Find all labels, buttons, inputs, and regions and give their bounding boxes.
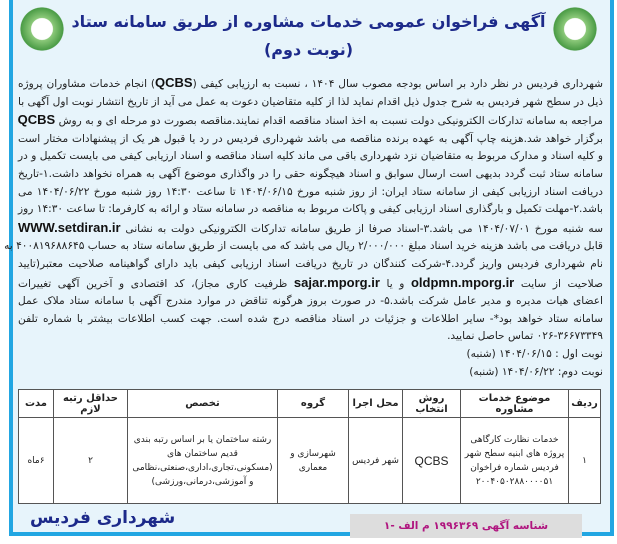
body-line: نام شهرداری فردیس واریز گردد.۴-شرکت کنندگان در تاریخ دریافت اسناد ارزیابی کیفی باید دارای گواهینامه صلاحیت معتبر(تایید <box>18 257 603 270</box>
text: سه شنبه مورخ ۱۴۰۴/۰۷/۰۱ می باشد.۳-اسناد صرفا از طریق سامانه تدارکات الکترونیکی دولت به نشانی <box>120 222 603 235</box>
body-line: ذیل در سطح شهر فردیس به شرح جدول ذیل اقدام نماید لذا از کلیه متقاضیان دعوت به عمل می آید از تاریخ انتشار نوبت اول آگهی با <box>18 95 603 108</box>
ad-title: آگهی فراخوان عمومی خدمات مشاوره از طریق سامانه ستاد <box>71 12 546 31</box>
cell-method: QCBS <box>403 418 461 504</box>
organization-name: شهرداری فردیس <box>30 508 176 528</box>
body-line <box>18 74 603 94</box>
body-line: سامانه ستاد خواهد بود*- سایر اطلاعات و جزئیات در اسناد مناقصه درج شده است. جهت کسب اطلاعات بیشتر با شماره تلفن <box>18 312 603 325</box>
cell-duration: ۶ماه <box>19 418 54 504</box>
body-line: و کلیه اسناد و مدارک مربوط به متقاضیان نزد شهرداری باقی می ماند کلیه اسناد مناقصه و اسناد ارزیابی کیفی می بایست تکمیل و در <box>18 150 603 163</box>
col-header: ردیف <box>569 390 601 418</box>
second-publication-date: نوبت دوم: ۱۴۰۴/۰۶/۲۲ (شنبه) <box>469 365 603 378</box>
body-line: برگزار خواهد شد.هزینه چاپ آگهی به عهده برنده مناقصه می باشد شهرداری فردیس در رد یا قبول هر یک از پیشنهادات مختار است <box>18 132 603 145</box>
body-line: ۰۲۶-۳۶۶۷۳۳۴۹ تماس حاصل نمایید. <box>447 330 603 343</box>
ad-subtitle: (نوبت دوم) <box>263 40 354 59</box>
ad-id: شناسه آگهی ۱۹۹۶۳۶۹ م الف -۱ <box>350 514 582 538</box>
col-header: مدت <box>19 390 54 418</box>
body-line: دریافت اسناد ارزیابی کیفی از سامانه ستاد ایران: از روز شنبه مورخ ۱۴۰۴/۰۶/۱۵ تا ساعت ۱۴:۳۰ روز شنبه مورخ ۱۴۰۴/۰۶/۲۲ می <box>18 185 603 198</box>
text: صلاحیت از سایت <box>514 277 603 290</box>
col-header: روش انتخاب <box>403 390 461 418</box>
text: شهرداری فردیس در نظر دارد بر اساس بودجه مصوب سال ۱۴۰۴ ، نسبت به ارزیابی کیفی ( <box>192 78 603 90</box>
first-publication-date: نوبت اول : ۱۴۰۴/۰۶/۱۵ (شنبه) <box>466 347 603 360</box>
cell-specialty: رشته ساختمان یا بر اساس رتبه بندی قدیم ساختمان های (مسکونی،تجاری،اداری،صنعتی،نظامی و آموزشی،درمانی،ورزشی) <box>128 418 278 504</box>
setdiran-link[interactable]: WWW.setdiran.ir <box>18 219 121 235</box>
text: و یا <box>379 277 411 290</box>
body-line <box>18 111 603 131</box>
cell-group: شهرسازی و معماری <box>278 418 349 504</box>
col-header: محل اجرا <box>349 390 403 418</box>
col-header: موضوع خدمات مشاوره <box>461 390 569 418</box>
text: ظرفیت کاری مجاز)، کد اقتصادی و آخرین آگهی تغییرات <box>18 277 294 290</box>
method-text: QCBS <box>17 112 56 128</box>
municipality-logo <box>550 4 600 54</box>
cell-subject: خدمات نظارت کارگاهی پروژه های ابنیه سطح شهر فردیس شماره فراخوان ۲۰۰۴۰۵۰۲۸۸۰۰۰۰۵۱ <box>461 418 569 504</box>
method-text: QCBS <box>155 75 193 90</box>
cell-min-rank: ۲ <box>54 418 128 504</box>
col-header: تخصص <box>128 390 278 418</box>
body-line: باشد.۲-مهلت تکمیل و بارگذاری اسناد ارزیابی کیفی و پاکات مربوط به مناقصه در سامانه ستاد و ارائه به کارفرما: تا ساعت ۱۴:۳۰ روز <box>18 203 603 216</box>
cell-row-number: ۱ <box>569 418 601 504</box>
services-table <box>18 389 601 504</box>
col-header: گروه <box>278 390 349 418</box>
body-line: اعضای هیات مدیره و مدیر عامل شرکت باشد.۵- در صورت بروز هرگونه تناقض در موارد مندرج آگهی با سامانه ستاد ملاک عمل <box>18 295 603 308</box>
ad-body <box>4 74 603 381</box>
oldpmn-link[interactable]: oldpmn.mporg.ir <box>410 274 515 290</box>
table-header-row <box>19 390 601 418</box>
text: مراجعه به سامانه تدارکات الکترونیکی دولت نسبت به اخذ اسناد مناقصه اقدام نمایند.مناقصه بصورت دو مرحله ای و به روش <box>55 115 603 128</box>
table-row <box>19 418 601 504</box>
body-line: سامانه ستاد ثبت گردد بدیهی است ارسال سوابق و اسناد هیچگونه حقی را در واگذاری موضوع آگهی به همراه نخواهد داشت.۱-تاریخ <box>18 167 603 180</box>
municipality-logo <box>17 4 67 54</box>
body-line: قابل دریافت می باشد هزینه خرید اسناد مبلغ ۲/۰۰۰/۰۰۰ ریال می باشد که می بایست از طریق سامانه ستاد به حساب ۴۰۰۸۱۹۶۸۸۶۴۵ به <box>4 240 603 253</box>
text: ) انجام خدمات مشاوران پروژه <box>18 78 156 90</box>
cell-location: شهر فردیس <box>349 418 403 504</box>
col-header: حداقل رتبه لازم <box>54 390 128 418</box>
sajar-link[interactable]: sajar.mporg.ir <box>293 274 380 290</box>
body-line <box>18 274 603 294</box>
body-line <box>18 219 603 239</box>
